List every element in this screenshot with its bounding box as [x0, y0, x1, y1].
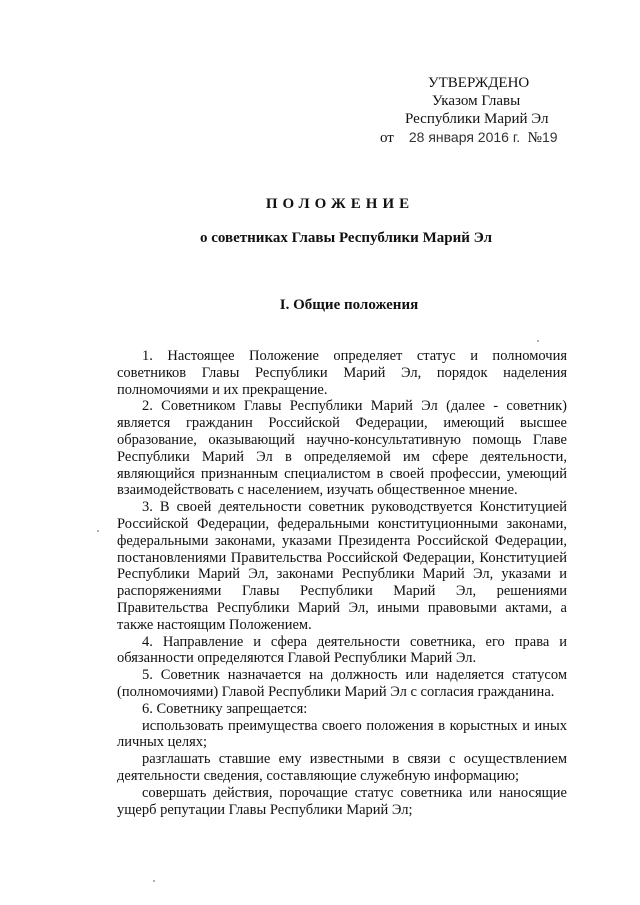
paragraph-6-item-3: совершать действия, порочащие статус советника или наносящие ущерб репутации Главы Республики Марий Эл; [117, 784, 567, 818]
paragraph-5: 5. Советник назначается на должность или наделяется статусом (полномочиями) Главой Республики Марий Эл с согласия гражданина. [117, 667, 567, 700]
section-heading: I. Общие положения [279, 297, 419, 313]
paragraph-1: 1. Настоящее Положение определяет статус и полномочия советников Главы Республики Марий Эл, порядок наделения полномочиями и их прекращение. [117, 348, 567, 398]
scan-speck [153, 880, 155, 882]
document-body [117, 348, 567, 818]
approval-number-label: № [527, 130, 542, 146]
paragraph-3: 3. В своей деятельности советник руководствуется Конституцией Российской Федерации, федеральными конституционными законами, федеральными законами, указами Президента Российской Федерации, постановлениями Правительства Российской Федерации, Конституцией Республики Марий Эл, законами Республики Марий Эл, указами и распоряжениями Главы Республики Марий Эл, решениями Правительства Республики Марий Эл, иными правовыми актами, а также настоящим Положением. [117, 499, 567, 633]
approval-date-line [380, 128, 580, 147]
approval-date-prefix: от [380, 130, 394, 146]
paragraph-6-item-1: использовать преимущества своего положения в корыстных и иных личных целях; [117, 717, 567, 751]
scan-speck [97, 530, 99, 532]
document-title: ПОЛОЖЕНИЕ [265, 196, 415, 212]
paragraph-6: 6. Советнику запрещается: [142, 700, 308, 717]
paragraph-2: 2. Советником Главы Республики Марий Эл (далее - советник) является гражданин Российской Федерации, имеющий высшее образование, оказывающий научно-консультативную помощь Главе Республики Марий Эл в определяемой им сфере деятельности, являющийся признанным специалистом в своей профессии, умеющий взаимодействовать с населением, изучать общественное мнение. [117, 398, 567, 499]
paragraph-4: 4. Направление и сфера деятельности советника, его права и обязанности определяются Главой Республики Марий Эл. [117, 633, 567, 667]
paragraph-6-item-2: разглашать ставшие ему известными в связи с осуществлением деятельности сведения, составляющие служебную информацию; [117, 751, 567, 784]
approval-date: 28 января 2016 г. [408, 129, 521, 145]
approval-stamp [380, 74, 580, 147]
scan-speck [537, 340, 539, 342]
approval-authority: Республики Марий Эл [405, 111, 549, 127]
approval-title: УТВЕРЖДЕНО [428, 75, 530, 91]
document-subtitle: о советниках Главы Республики Марий Эл [200, 230, 492, 246]
approval-decree: Указом Главы [432, 93, 521, 109]
approval-number: 19 [541, 129, 558, 145]
